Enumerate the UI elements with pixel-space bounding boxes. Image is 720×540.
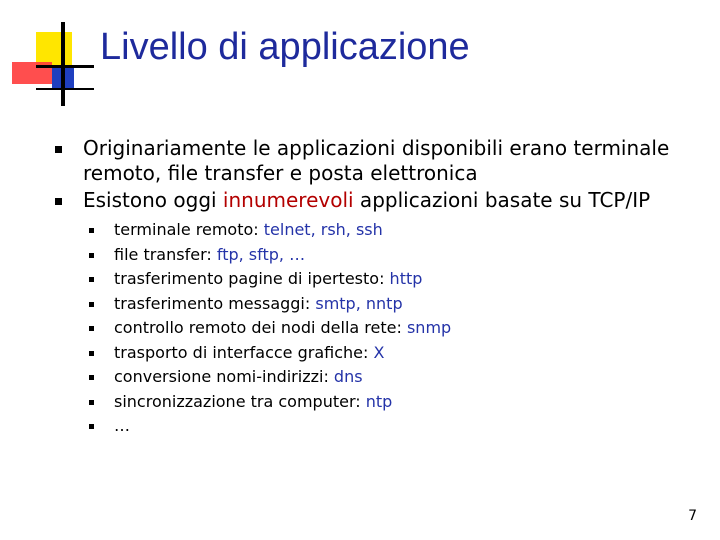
- square-bullet-icon: [55, 198, 62, 205]
- logo-horizontal-line: [36, 65, 94, 68]
- sub-bullet-item: [0, 390, 720, 415]
- sub-bullet-label: …: [114, 416, 130, 435]
- sub-bullet-list: [0, 218, 720, 439]
- sub-bullet-item: [0, 316, 720, 341]
- sub-bullet-label: terminale remoto:: [114, 220, 264, 239]
- sub-bullet-label: trasferimento pagine di ipertesto:: [114, 269, 390, 288]
- square-bullet-icon: [89, 424, 94, 429]
- logo-horizontal-line-bottom: [36, 88, 94, 90]
- sub-bullet-item: [0, 243, 720, 268]
- sub-bullet-label: controllo remoto dei nodi della rete:: [114, 318, 407, 337]
- sub-bullet-item: [0, 292, 720, 317]
- sub-bullet-label: conversione nomi-indirizzi:: [114, 367, 334, 386]
- square-bullet-icon: [89, 302, 94, 307]
- square-bullet-icon: [89, 375, 94, 380]
- sub-bullet-protocols: ftp, sftp, …: [216, 244, 306, 264]
- bullet-text-post: applicazioni basate su TCP/IP: [353, 188, 651, 212]
- sub-bullet-protocols: dns: [333, 367, 363, 386]
- bullet-text-pre: Esistono oggi: [83, 188, 223, 212]
- page-number: 7: [688, 508, 697, 524]
- sub-bullet-label: sincronizzazione tra computer:: [114, 391, 366, 411]
- bullet-text-accent: innumerevoli: [222, 188, 354, 212]
- sub-bullet-label: trasferimento messaggi:: [114, 293, 316, 313]
- bullet-item: [0, 136, 720, 186]
- bullet-text: Originariamente le applicazioni disponibili erano terminale remoto, file transfer e posta elettronica: [83, 136, 670, 185]
- slide-title: Livello di applicazione: [100, 26, 470, 68]
- square-bullet-icon: [55, 146, 62, 153]
- slide-content: [0, 136, 720, 439]
- sub-bullet-item: [0, 341, 720, 366]
- sub-bullet-label: file transfer:: [114, 244, 217, 264]
- square-bullet-icon: [89, 277, 94, 282]
- square-bullet-icon: [89, 253, 94, 258]
- square-bullet-icon: [89, 228, 94, 233]
- sub-bullet-protocols: telnet, rsh, ssh: [263, 220, 383, 239]
- sub-bullet-item: [0, 267, 720, 292]
- sub-bullet-item: [0, 414, 720, 439]
- sub-bullet-item: [0, 218, 720, 243]
- sub-bullet-protocols: ntp: [365, 391, 393, 411]
- sub-bullet-protocols: X: [373, 342, 385, 362]
- square-bullet-icon: [89, 400, 94, 405]
- sub-bullet-protocols: snmp: [406, 318, 452, 337]
- square-bullet-icon: [89, 351, 94, 356]
- sub-bullet-protocols: smtp, nntp: [315, 293, 403, 313]
- bullet-item: [0, 188, 720, 213]
- logo-vertical-line: [61, 22, 65, 106]
- sub-bullet-label: trasporto di interfacce grafiche:: [114, 342, 374, 362]
- sub-bullet-item: [0, 365, 720, 390]
- slide-logo-decoration: [0, 0, 110, 110]
- sub-bullet-protocols: http: [389, 269, 423, 288]
- square-bullet-icon: [89, 326, 94, 331]
